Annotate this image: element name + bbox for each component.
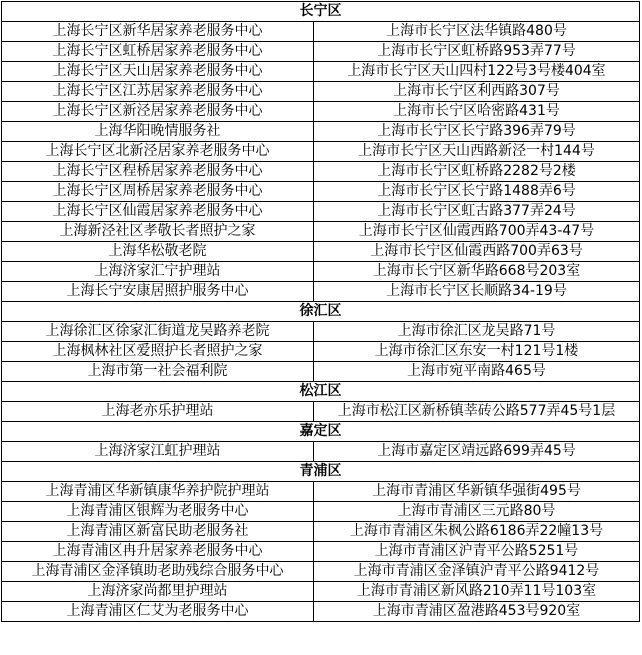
table-row bbox=[2, 442, 640, 462]
facility-address: 上海市长宁区仙霞西路700弄63号 bbox=[314, 242, 640, 262]
directory-table-body bbox=[2, 2, 640, 622]
facility-address: 上海市嘉定区靖远路699弄45号 bbox=[314, 442, 640, 462]
facility-name: 上海华阳晚情服务社 bbox=[2, 122, 314, 142]
table-row bbox=[2, 582, 640, 602]
facility-address: 上海市长宁区长顺路34-19号 bbox=[314, 282, 640, 302]
district-name: 嘉定区 bbox=[2, 422, 640, 442]
facility-address: 上海市青浦区三元路80号 bbox=[314, 502, 640, 522]
facility-name: 上海长宁区新华居家养老服务中心 bbox=[2, 22, 314, 42]
table-row bbox=[2, 42, 640, 62]
facility-address: 上海市松江区新桥镇莘砖公路577弄45号1层 bbox=[314, 402, 640, 422]
facility-address: 上海市青浦区沪青平公路5251号 bbox=[314, 542, 640, 562]
facility-name: 上海长宁区程桥居家养老服务中心 bbox=[2, 162, 314, 182]
facility-name: 上海青浦区华新镇康华养护院护理站 bbox=[2, 482, 314, 502]
facility-name: 上海青浦区冉升居家养老服务中心 bbox=[2, 542, 314, 562]
table-row bbox=[2, 22, 640, 42]
facility-name: 上海青浦区金泽镇助老助残综合服务中心 bbox=[2, 562, 314, 582]
table-row bbox=[2, 542, 640, 562]
facility-address: 上海市青浦区朱枫公路6186弄22幢13号 bbox=[314, 522, 640, 542]
facility-address: 上海市长宁区利西路307号 bbox=[314, 82, 640, 102]
district-header-row bbox=[2, 462, 640, 482]
facility-address: 上海市长宁区哈密路431号 bbox=[314, 102, 640, 122]
facility-name: 上海枫林社区爱照护长者照护之家 bbox=[2, 342, 314, 362]
table-row bbox=[2, 242, 640, 262]
facility-address: 上海市长宁区天山四村122号3号楼404室 bbox=[314, 62, 640, 82]
table-row bbox=[2, 402, 640, 422]
facility-name: 上海长宁区虹桥居家养老服务中心 bbox=[2, 42, 314, 62]
table-row bbox=[2, 342, 640, 362]
facility-name: 上海长宁安康居照护服务中心 bbox=[2, 282, 314, 302]
facility-name: 上海青浦区银辉为老服务中心 bbox=[2, 502, 314, 522]
facility-name: 上海徐汇区徐家汇街道龙吴路养老院 bbox=[2, 322, 314, 342]
table-row bbox=[2, 502, 640, 522]
facility-address: 上海市青浦区华新镇华强街495号 bbox=[314, 482, 640, 502]
facility-name: 上海济家汇宁护理站 bbox=[2, 262, 314, 282]
table-row bbox=[2, 142, 640, 162]
table-row bbox=[2, 102, 640, 122]
facility-address: 上海市宛平南路465号 bbox=[314, 362, 640, 382]
facility-address: 上海市长宁区法华镇路480号 bbox=[314, 22, 640, 42]
facility-address: 上海市青浦区盈港路453号920室 bbox=[314, 602, 640, 622]
facility-name: 上海长宁区江苏居家养老服务中心 bbox=[2, 82, 314, 102]
facility-name: 上海老亦乐护理站 bbox=[2, 402, 314, 422]
facility-address: 上海市长宁区天山西路新泾一村144号 bbox=[314, 142, 640, 162]
facility-name: 上海长宁区仙霞居家养老服务中心 bbox=[2, 202, 314, 222]
table-row bbox=[2, 202, 640, 222]
facility-name: 上海长宁区天山居家养老服务中心 bbox=[2, 62, 314, 82]
facility-name: 上海长宁区北新泾居家养老服务中心 bbox=[2, 142, 314, 162]
facility-address: 上海市徐汇区东安一村121号1楼 bbox=[314, 342, 640, 362]
facility-name: 上海青浦区新富民助老服务社 bbox=[2, 522, 314, 542]
district-name: 青浦区 bbox=[2, 462, 640, 482]
table-row bbox=[2, 122, 640, 142]
facility-address: 上海市长宁区长宁路1488弄6号 bbox=[314, 182, 640, 202]
table-row bbox=[2, 62, 640, 82]
facility-address: 上海市青浦区新风路210弄11号103室 bbox=[314, 582, 640, 602]
facility-address: 上海市长宁区虹古路377弄24号 bbox=[314, 202, 640, 222]
table-row bbox=[2, 282, 640, 302]
facility-address: 上海市长宁区长宁路396弄79号 bbox=[314, 122, 640, 142]
district-header-row bbox=[2, 422, 640, 442]
directory-table bbox=[1, 1, 640, 622]
facility-name: 上海长宁区周桥居家养老服务中心 bbox=[2, 182, 314, 202]
facility-address: 上海市长宁区新华路668号203室 bbox=[314, 262, 640, 282]
facility-address: 上海市长宁区虹桥路953弄77号 bbox=[314, 42, 640, 62]
table-row bbox=[2, 82, 640, 102]
table-row bbox=[2, 562, 640, 582]
table-row bbox=[2, 162, 640, 182]
district-header-row bbox=[2, 302, 640, 322]
facility-name: 上海华松敬老院 bbox=[2, 242, 314, 262]
table-row bbox=[2, 322, 640, 342]
table-row bbox=[2, 522, 640, 542]
facility-address: 上海市徐汇区龙吴路71号 bbox=[314, 322, 640, 342]
table-row bbox=[2, 482, 640, 502]
facility-address: 上海市青浦区金泽镇沪青平公路9412号 bbox=[314, 562, 640, 582]
facility-address: 上海市长宁区虹桥路2282号2楼 bbox=[314, 162, 640, 182]
facility-name: 上海济家江虹护理站 bbox=[2, 442, 314, 462]
facility-address: 上海市长宁区仙霞西路700弄43-47号 bbox=[314, 222, 640, 242]
district-name: 松江区 bbox=[2, 382, 640, 402]
district-name: 徐汇区 bbox=[2, 302, 640, 322]
table-row bbox=[2, 262, 640, 282]
district-header-row bbox=[2, 2, 640, 22]
facility-name: 上海新泾社区孝敬长者照护之家 bbox=[2, 222, 314, 242]
table-row bbox=[2, 222, 640, 242]
table-row bbox=[2, 362, 640, 382]
table-row bbox=[2, 182, 640, 202]
facility-name: 上海长宁区新泾居家养老服务中心 bbox=[2, 102, 314, 122]
district-header-row bbox=[2, 382, 640, 402]
table-row bbox=[2, 602, 640, 622]
district-name: 长宁区 bbox=[2, 2, 640, 22]
facility-name: 上海市第一社会福利院 bbox=[2, 362, 314, 382]
facility-name: 上海青浦区仁艾为老服务中心 bbox=[2, 602, 314, 622]
facility-name: 上海济家尚都里护理站 bbox=[2, 582, 314, 602]
